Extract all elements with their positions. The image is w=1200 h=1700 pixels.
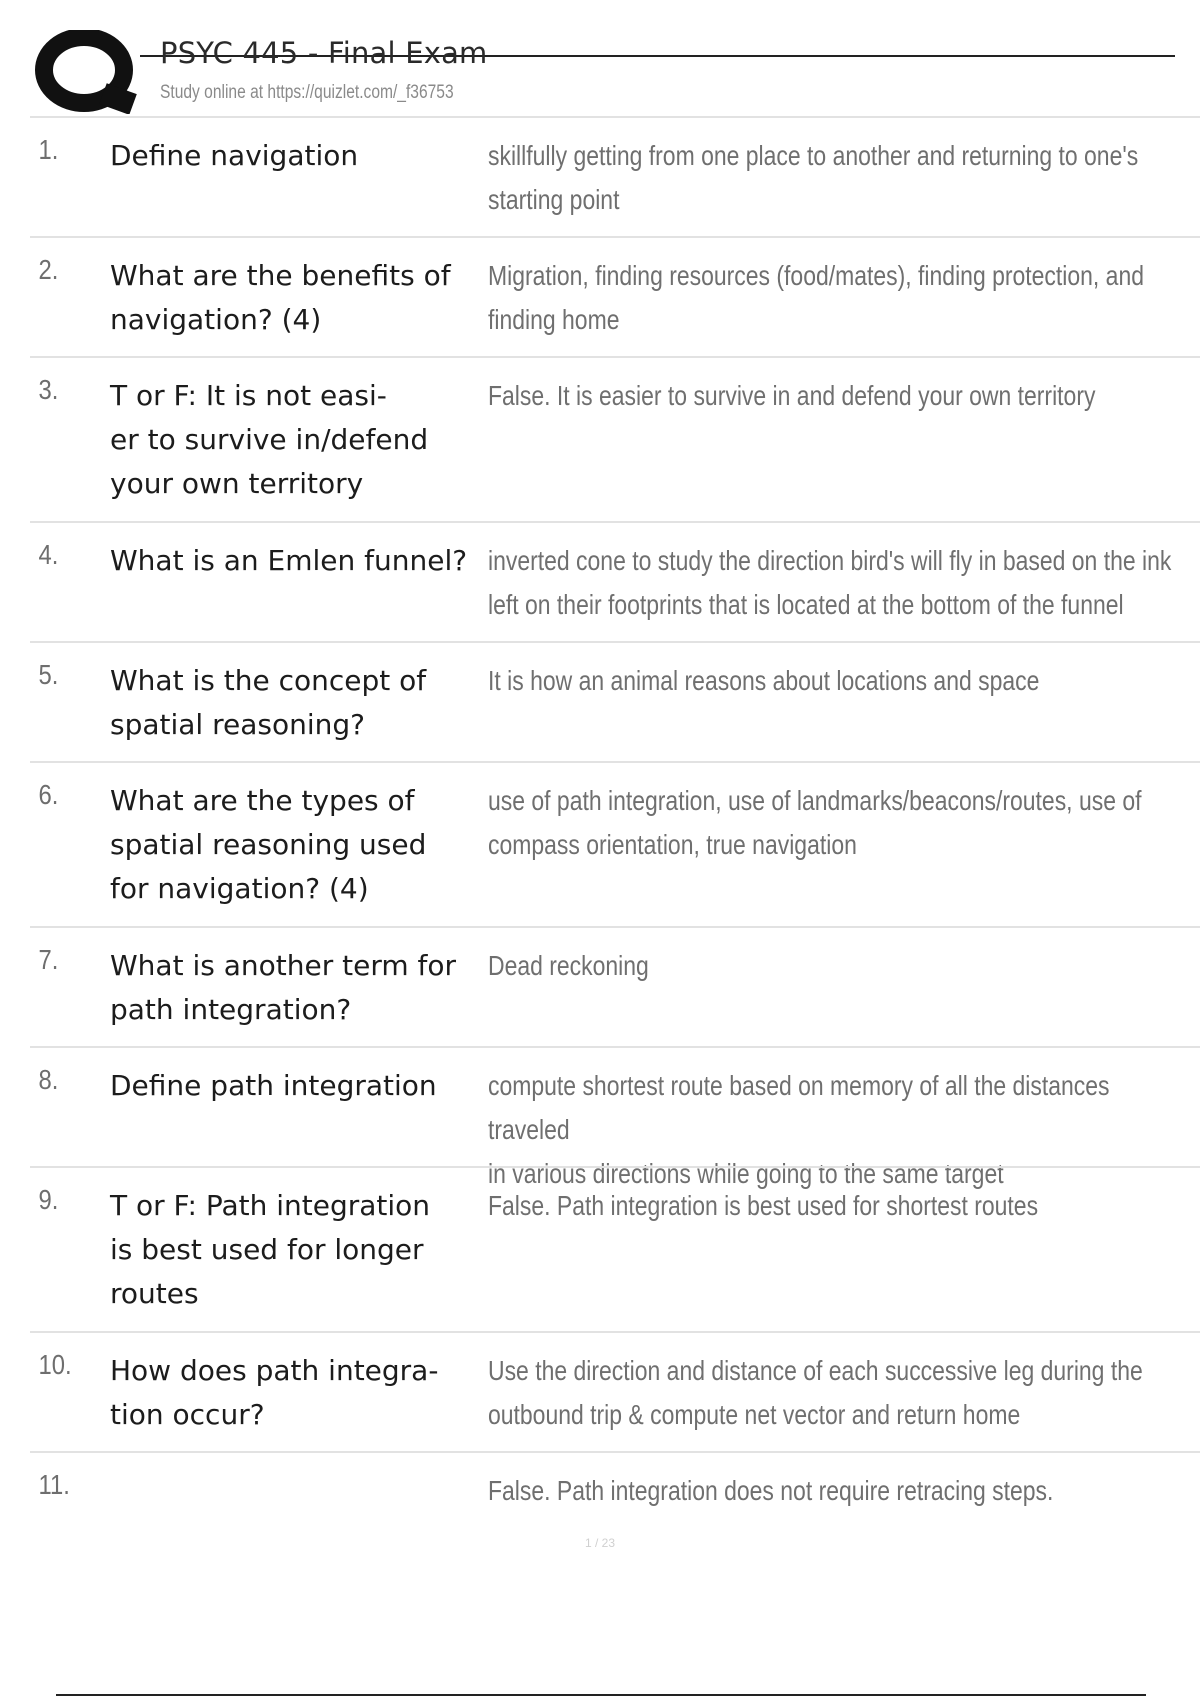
card-definition-line: starting point [488,184,620,215]
card-term-line: Define navigation [110,139,359,172]
card-definition [488,643,1200,703]
bottom-rule [56,1694,1146,1696]
card-definition-text [488,1469,1177,1513]
flashcard-row [30,1451,1200,1543]
card-term [110,643,488,747]
card-term-line: for navigation? (4) [110,872,369,905]
card-definition-line: False. Path integration is best used for shortest routes [488,1190,1039,1221]
flashcard-row [30,641,1200,761]
card-number: 1. [38,134,59,165]
card-term-line: How does path integra- [110,1354,439,1387]
card-definition-line: False. It is easier to survive in and defend your own territory [488,380,1096,411]
card-term [110,358,488,506]
card-term [110,1048,488,1108]
card-definition-line: in various directions while going to the same target [488,1158,1004,1189]
card-definition [488,763,1200,867]
card-definition-line: compass orientation, true navigation [488,829,857,860]
card-term-line: er to survive in/defend [110,423,429,456]
flashcard-row [30,521,1200,641]
card-term-line: path integration? [110,993,352,1026]
card-term [110,1453,488,1469]
card-number: 6. [38,779,59,810]
card-term [110,118,488,178]
card-number: 7. [38,944,59,975]
page-header [30,30,1170,114]
card-term [110,763,488,911]
card-definition-text [488,779,1177,867]
flashcard-row [30,116,1200,236]
card-definition [488,523,1200,627]
card-definition-text [488,1349,1177,1437]
card-number: 10. [38,1349,72,1380]
card-term-line: spatial reasoning used [110,828,427,861]
card-term-line: is best used for longer [110,1233,424,1266]
card-definition [488,1168,1200,1228]
flashcard-row [30,1331,1200,1451]
card-number: 9. [38,1184,59,1215]
card-term-line: Define path integration [110,1069,437,1102]
page-indicator: 1 / 23 [584,1536,616,1550]
card-number: 4. [38,539,59,570]
card-term-line: What is the concept of [110,664,427,697]
card-definition [488,1333,1200,1437]
card-number: 2. [38,254,59,285]
card-definition-line: Dead reckoning [488,950,649,981]
card-definition [488,118,1200,222]
card-definition-text [488,254,1177,342]
card-term-line: navigation? (4) [110,303,322,336]
card-term [110,1168,488,1316]
card-definition-text [488,134,1177,222]
card-definition-line: left on their footprints that is located at the bottom of the funnel [488,589,1124,620]
flashcard-row [30,1046,1200,1189]
card-term-line: your own territory [110,467,364,500]
study-online-link[interactable]: Study online at https://quizlet.com/_f36753 [160,82,454,103]
card-term-line: spatial reasoning? [110,708,366,741]
card-number: 5. [38,659,59,690]
card-term-line: What is an Emlen funnel? [110,544,468,577]
card-definition-line: finding home [488,304,620,335]
card-definition-line: compute shortest route based on memory of all the distances traveled [488,1070,1110,1145]
flashcard-row [30,1166,1200,1331]
card-definition [488,928,1200,988]
card-definition-text [488,374,1177,418]
card-definition-text [488,659,1177,703]
card-term [110,238,488,342]
card-definition-line: outbound trip & compute net vector and return home [488,1399,1021,1430]
card-definition-line: skillfully getting from one place to another and returning to one's [488,140,1139,171]
card-definition-line: False. Path integration does not require retracing steps. [488,1475,1054,1506]
card-definition-line: use of path integration, use of landmarks/beacons/routes, use of [488,785,1142,816]
card-definition-line: It is how an animal reasons about locations and space [488,665,1040,696]
page-title: PSYC 445 - Final Exam [160,36,488,70]
card-definition-line: inverted cone to study the direction bird's will fly in based on the ink [488,545,1172,576]
card-term [110,523,488,583]
card-definition [488,238,1200,342]
card-term-line: tion occur? [110,1398,265,1431]
card-definition-text [488,944,1177,988]
flashcard-row [30,356,1200,521]
card-definition-line: Migration, finding resources (food/mates), finding protection, and [488,260,1144,291]
flashcard-row [30,236,1200,356]
flashcard-list [30,116,1200,1543]
card-number: 3. [38,374,59,405]
card-definition [488,1453,1200,1513]
card-term-line: routes [110,1277,199,1310]
card-definition-text [488,1184,1177,1228]
card-term [110,1333,488,1437]
card-number: 8. [38,1064,59,1095]
card-definition [488,358,1200,418]
card-term-line: What are the benefits of [110,259,451,292]
card-definition-line: Use the direction and distance of each successive leg during the [488,1355,1143,1386]
card-term-line: T or F: It is not easi- [110,379,387,412]
card-term-line: T or F: Path integration [110,1189,431,1222]
flashcard-row [30,926,1200,1046]
card-term-line: What is another term for [110,949,457,982]
card-term [110,928,488,1032]
quizlet-q-logo-icon [32,30,142,114]
card-definition-text [488,539,1177,627]
card-number: 11. [38,1469,70,1500]
card-term-line: What are the types of [110,784,415,817]
flashcard-row [30,761,1200,926]
